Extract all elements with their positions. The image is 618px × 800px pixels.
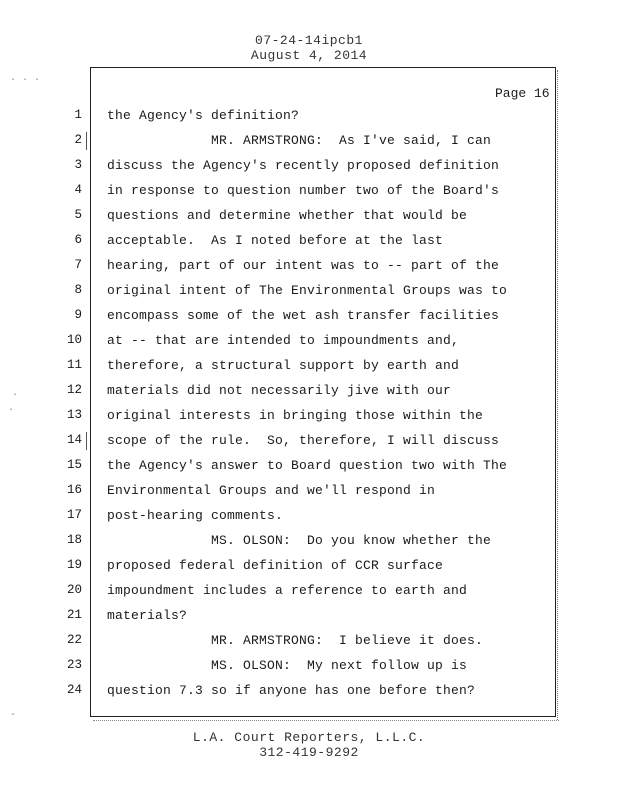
line-number: 1 (74, 108, 82, 122)
transcript-footer-company: L.A. Court Reporters, L.L.C. (192, 730, 426, 745)
transcript-line (0, 679, 560, 704)
line-text: hearing, part of our intent was to -- part of the (107, 258, 500, 273)
scan-speck: · (8, 405, 15, 416)
line-text: MR. ARMSTRONG: I believe it does. (107, 633, 484, 648)
transcript-line (0, 429, 560, 454)
line-text: question 7.3 so if anyone has one before then? (107, 683, 476, 698)
line-text: MS. OLSON: My next follow up is (107, 658, 468, 673)
line-number: 9 (74, 308, 82, 322)
line-text: therefore, a structural support by earth and (107, 358, 460, 373)
page-number-label: Page 16 (495, 86, 550, 101)
transcript-line (0, 154, 560, 179)
transcript-line (0, 629, 560, 654)
scan-speck: · · · (10, 75, 41, 86)
transcript-footer-phone: 312-419-9292 (259, 745, 359, 760)
transcript-line (0, 204, 560, 229)
line-text: scope of the rule. So, therefore, I will discuss (107, 433, 500, 448)
transcript-line (0, 654, 560, 679)
line-number: 4 (74, 183, 82, 197)
line-text: post-hearing comments. (107, 508, 284, 523)
transcript-line (0, 179, 560, 204)
transcript-line (0, 479, 560, 504)
line-text: Environmental Groups and we'll respond in (107, 483, 436, 498)
line-number: 19 (66, 558, 82, 572)
scan-speck: - (10, 710, 17, 721)
line-text: proposed federal definition of CCR surface (107, 558, 444, 573)
line-text: original intent of The Environmental Groups was to (107, 283, 508, 298)
line-number: 7 (74, 258, 82, 272)
line-number: 22 (66, 633, 82, 647)
transcript-header-date: August 4, 2014 (250, 48, 368, 63)
transcript-line (0, 404, 560, 429)
line-number: 23 (66, 658, 82, 672)
line-number: 15 (66, 458, 82, 472)
line-text: in response to question number two of the Board's (107, 183, 500, 198)
line-number: 13 (66, 408, 82, 422)
transcript-line (0, 604, 560, 629)
line-text: the Agency's answer to Board question two with The (107, 458, 508, 473)
line-number: 20 (66, 583, 82, 597)
line-text: acceptable. As I noted before at the last (107, 233, 444, 248)
line-text: the Agency's definition? (107, 108, 300, 123)
transcript-line (0, 354, 560, 379)
line-number: 8 (74, 283, 82, 297)
line-text: discuss the Agency's recently proposed definition (107, 158, 500, 173)
line-text: original interests in bringing those within the (107, 408, 484, 423)
transcript-line (0, 304, 560, 329)
transcript-line (0, 129, 560, 154)
transcript-line (0, 579, 560, 604)
frame-shadow-bottom (93, 720, 559, 723)
transcript-line (0, 504, 560, 529)
line-text: questions and determine whether that would be (107, 208, 468, 223)
transcript-line (0, 454, 560, 479)
line-number: 10 (66, 333, 82, 347)
line-number: 14 (66, 433, 82, 447)
line-number: 5 (74, 208, 82, 222)
transcript-line (0, 529, 560, 554)
line-number: 17 (66, 508, 82, 522)
scan-speck: · (12, 390, 19, 401)
transcript-line (0, 104, 560, 129)
transcript-header-case-id: 07-24-14ipcb1 (255, 33, 363, 48)
transcript-line (0, 329, 560, 354)
line-text: materials did not necessarily jive with our (107, 383, 452, 398)
line-text: MR. ARMSTRONG: As I've said, I can (107, 133, 492, 148)
transcript-line (0, 279, 560, 304)
transcript-line (0, 554, 560, 579)
line-number: 21 (66, 608, 82, 622)
line-number: 12 (66, 383, 82, 397)
line-text: at -- that are intended to impoundments and, (107, 333, 460, 348)
line-text: impoundment includes a reference to earth and (107, 583, 468, 598)
line-number: 3 (74, 158, 82, 172)
transcript-line (0, 254, 560, 279)
line-number: 6 (74, 233, 82, 247)
line-text: MS. OLSON: Do you know whether the (107, 533, 492, 548)
line-number: 18 (66, 533, 82, 547)
transcript-line (0, 229, 560, 254)
line-number: 24 (66, 683, 82, 697)
line-number: 2 (74, 133, 82, 147)
line-number: 11 (66, 358, 82, 372)
line-number: 16 (66, 483, 82, 497)
line-text: encompass some of the wet ash transfer facilities (107, 308, 500, 323)
transcript-line (0, 379, 560, 404)
line-text: materials? (107, 608, 188, 623)
